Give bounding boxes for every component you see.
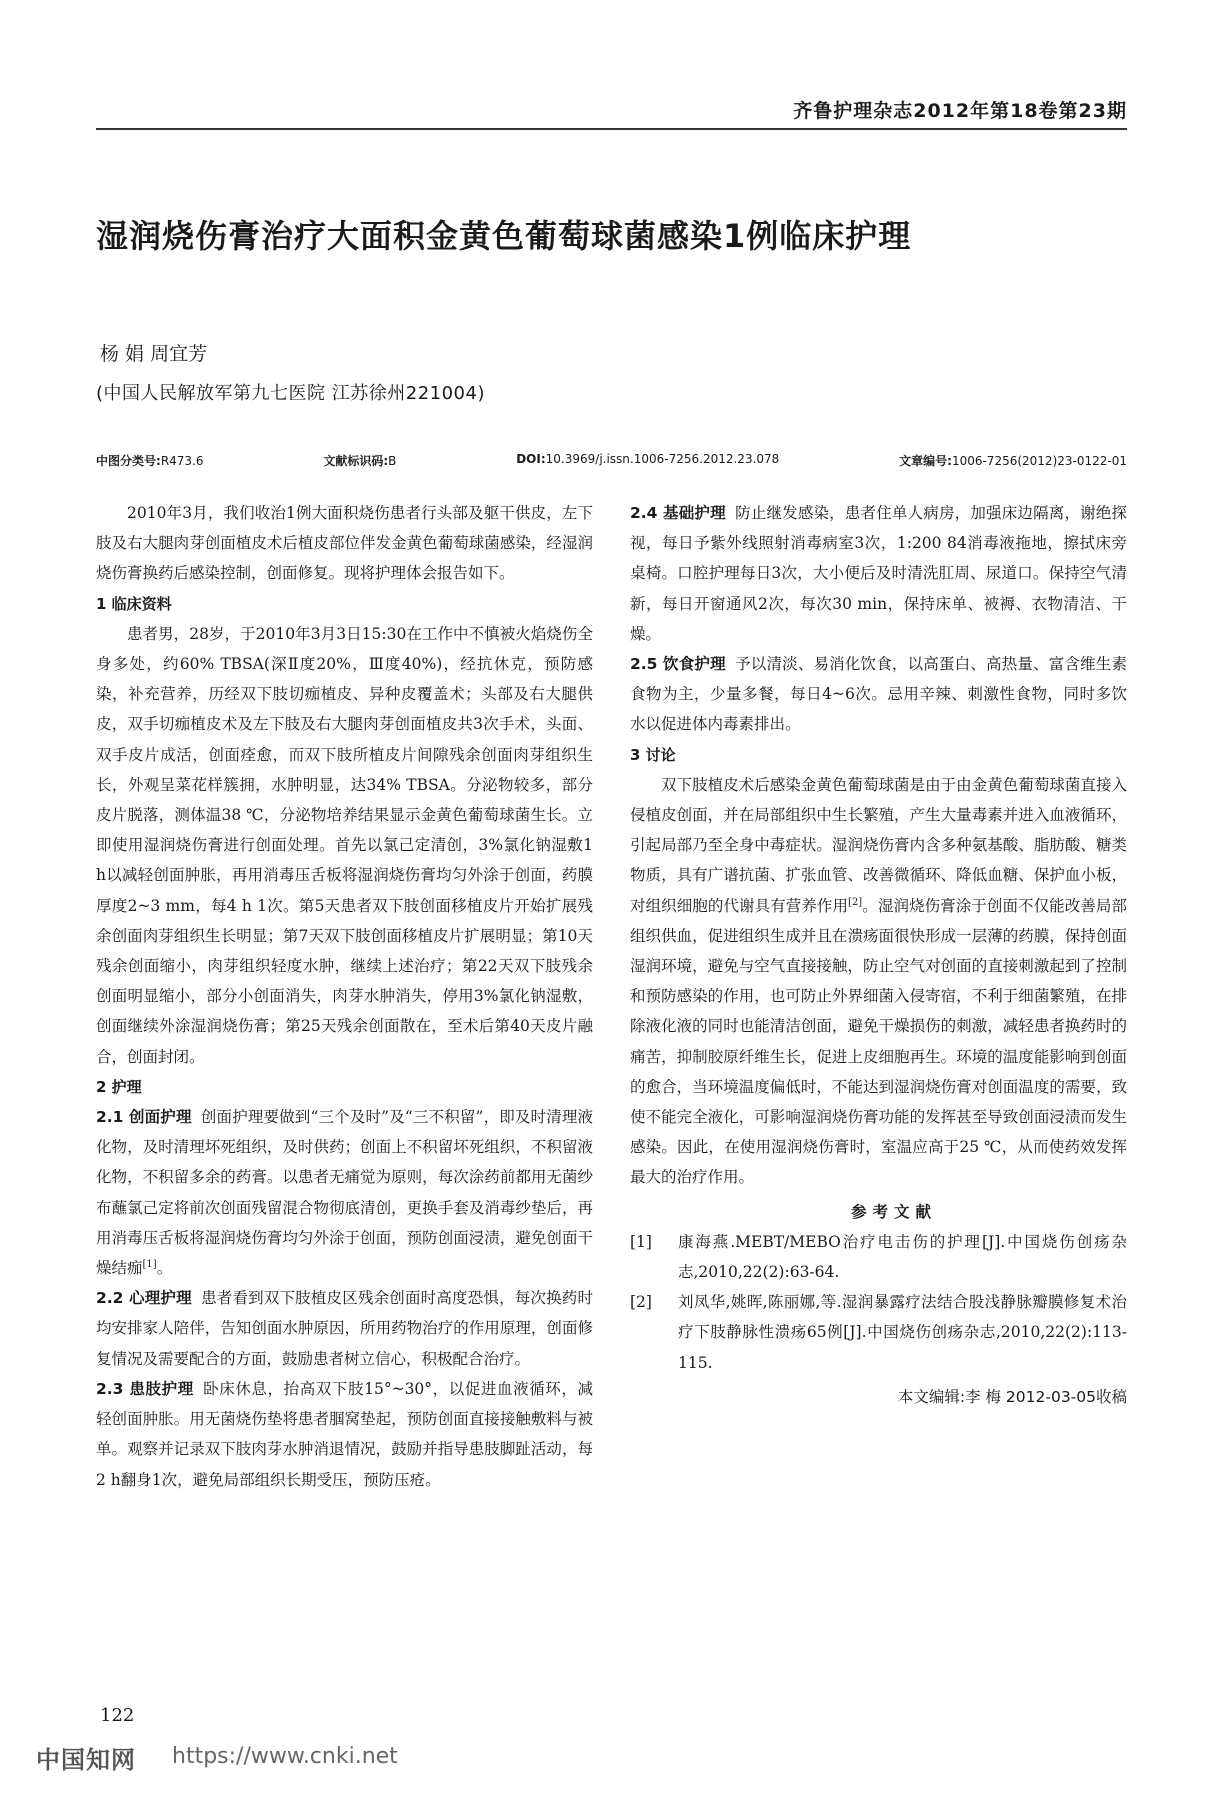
editor-line: 本文编辑:李 梅 2012-03-05收稿 bbox=[897, 1387, 1127, 1406]
document-code: 文献标识码:B bbox=[323, 454, 397, 468]
reference-text: 刘凤华,姚晖,陈丽娜,等.湿润暴露疗法结合股浅静脉瓣膜修复术治疗下肢静脉性溃疡65例[J].中国烧伤创疡杂志,2010,22(2):113-115. bbox=[678, 1293, 1127, 1372]
section-1-heading: 1 临床资料 bbox=[96, 594, 172, 613]
article-authors: 杨 娟 周宜芳 bbox=[100, 343, 208, 365]
references-heading: 参考文献 bbox=[850, 1202, 937, 1221]
cnki-url[interactable]: https://www.cnki.net bbox=[172, 1744, 398, 1769]
citation-2: [2] bbox=[848, 896, 863, 908]
article-meta bbox=[96, 452, 1127, 469]
clc-code: 中图分类号:R473.6 bbox=[96, 454, 204, 468]
article-title: 湿润烧伤膏治疗大面积金黄色葡萄球菌感染1例临床护理 bbox=[96, 217, 912, 255]
reference-text: 康海燕.MEBT/MEBO治疗电击伤的护理[J].中国烧伤创疡杂志,2010,22(2):63-64. bbox=[678, 1232, 1127, 1282]
left-column bbox=[96, 498, 593, 1495]
section-2-4: 2.4 基础护理 防止继发感染，患者住单人病房，加强床边隔离，谢绝探视，每日予紫外线照射消毒病室3次，1:200 84消毒液拖地，擦拭床旁桌椅。口腔护理每日3次，大小便后及时清洗肛周、尿道口。保持空气清新，每日开窗通风2次，每次30 min，保持床单、被褥、衣物清洁、干燥。 bbox=[630, 504, 1127, 643]
section-2-3: 2.3 患肢护理 卧床休息，抬高双下肢15°~30°，以促进血液循环，减轻创面肿胀。用无菌烧伤垫将患者腘窝垫起，预防创面直接接触敷料与被单。观察并记录双下肢肉芽水肿消退情况，鼓励并指导患肢脚趾活动，每2 h翻身1次，避免局部组织长期受压，预防压疮。 bbox=[96, 1379, 594, 1489]
section-3-heading: 3 讨论 bbox=[630, 745, 676, 764]
section-2-3-label: 2.3 患肢护理 bbox=[96, 1379, 194, 1398]
article-number: 文章编号:1006-7256(2012)23-0122-01 bbox=[899, 454, 1127, 468]
reference-number: [2] bbox=[630, 1293, 652, 1312]
section-2-5: 2.5 饮食护理 予以清淡、易消化饮食，以高蛋白、高热量、富含维生素食物为主，少量多餐，每日4~6次。忌用辛辣、刺激性食物，同时多饮水以促进体内毒素排出。 bbox=[630, 655, 1127, 734]
section-2-4-label: 2.4 基础护理 bbox=[630, 504, 726, 522]
reference-item bbox=[630, 1287, 1127, 1378]
section-1-paragraph: 患者男，28岁，于2010年3月3日15:30在工作中不慎被火焰烧伤全身多处，约60% TBSA(深Ⅱ度20%，Ⅲ度40%)，经抗休克，预防感染，补充营养，历经双下肢切痂植皮、异种皮覆盖术；头部及右大腿供皮，双手切痂植皮术及左下肢及右大腿肉芽创面植皮共3次手术，头面、双手皮片成活，创面痊愈，而双下肢所植皮片间隙残余创面肉芽组织生长，外观呈菜花样簇拥，水肿明显，达34% TBSA。分泌物较多，部分皮片脱落，测体温38 ℃，分泌物培养结果显示金黄色葡萄球菌生长。立即使用湿润烧伤膏进行创面处理。首先以氯己定清创，3%氯化钠湿敷1 h以减轻创面肿胀，再用消毒压舌板将湿润烧伤膏均匀外涂于创面，药膜厚度2~3 mm，每4 h 1次。第5天患者双下肢创面移植皮片开始扩展残余创面肉芽组织生长明显；第7天双下肢创面移植皮片扩展明显；第10天残余创面缩小，肉芽组织轻度水肿，继续上述治疗；第22天双下肢残余创面明显缩小，部分小创面消失，肉芽水肿消失，停用3%氯化钠湿敷，创面继续外涂湿润烧伤膏；第25天残余创面散在，至术后第40天皮片融合，创面封闭。 bbox=[96, 624, 593, 1066]
journal-header: 齐鲁护理杂志2012年第18卷第23期 bbox=[793, 100, 1127, 122]
section-2-1: 2.1 创面护理 创面护理要做到“三个及时”及“三不积留”，即及时清理液化物，及时清理坏死组织，及时供药；创面上不积留坏死组织，不积留液化物，不积留多余的药膏。以患者无痛觉为原则，每次涂药前都用无菌纱布蘸氯己定将前次创面残留混合物彻底清创，更换手套及消毒纱垫后，再用消毒压舌板将湿润烧伤膏均匀外涂于创面，预防创面浸渍，避免创面干燥结痂[1]。 bbox=[96, 1108, 593, 1278]
cnki-logo: 中国知网 bbox=[36, 1746, 136, 1774]
section-2-2: 2.2 心理护理 患者看到双下肢植皮区残余创面时高度恐惧，每次换药时均安排家人陪伴，告知创面水肿原因，所用药物治疗的作用原理，创面修复情况及需要配合的方面，鼓励患者树立信心，积极配合治疗。 bbox=[96, 1289, 593, 1368]
right-column bbox=[630, 498, 1127, 1412]
section-2-2-label: 2.2 心理护理 bbox=[96, 1289, 192, 1308]
citation-1: [1] bbox=[142, 1258, 157, 1270]
section-2-1-label: 2.1 创面护理 bbox=[96, 1108, 192, 1127]
section-2-5-label: 2.5 饮食护理 bbox=[630, 655, 726, 674]
header-rule bbox=[96, 128, 1127, 130]
reference-number: [1] bbox=[630, 1232, 652, 1251]
reference-item bbox=[630, 1227, 1127, 1287]
section-2-heading: 2 护理 bbox=[96, 1077, 142, 1096]
doi: DOI:10.3969/j.issn.1006-7256.2012.23.078 bbox=[516, 452, 780, 466]
article-affiliation: (中国人民解放军第九七医院 江苏徐州221004) bbox=[96, 383, 485, 404]
intro-paragraph: 2010年3月，我们收治1例大面积烧伤患者行头部及躯干供皮，左下肢及右大腿肉芽创面植皮术后植皮部位伴发金黄色葡萄球菌感染，经湿润烧伤膏换药后感染控制，创面修复。现将护理体会报告如下。 bbox=[96, 504, 593, 583]
page-number: 122 bbox=[100, 1705, 135, 1726]
section-3-paragraph: 双下肢植皮术后感染金黄色葡萄球菌是由于由金黄色葡萄球菌直接入侵植皮创面，并在局部组织中生长繁殖，产生大量毒素并进入血液循环，引起局部乃至全身中毒症状。湿润烧伤膏内含多种氨基酸、脂肪酸、糖类物质，具有广谱抗菌、扩张血管、改善微循环、降低血糖、保护血小板，对组织细胞的代谢具有营养作用[2]。湿润烧伤膏涂于创面不仅能改善局部组织供血，促进组织生成并且在溃疡面很快形成一层薄的药膜，保持创面湿润环境，避免与空气直接接触，防止空气对创面的直接刺激起到了控制和预防感染的作用，也可防止外界细菌入侵寄宿，不利于细菌繁殖，在排除液化液的同时也能清洁创面，避免干燥损伤的刺激，减轻患者换药时的痛苦，抑制胶原纤维生长，促进上皮细胞再生。环境的温度能影响到创面的愈合，当环境温度偏低时，不能达到湿润烧伤膏对创面温度的需要，致使不能完全液化，可影响湿润烧伤膏功能的发挥甚至导致创面浸渍而发生感染。因此，在使用湿润烧伤膏时，室温应高于25 ℃，从而使药效发挥最大的治疗作用。 bbox=[630, 775, 1127, 1187]
